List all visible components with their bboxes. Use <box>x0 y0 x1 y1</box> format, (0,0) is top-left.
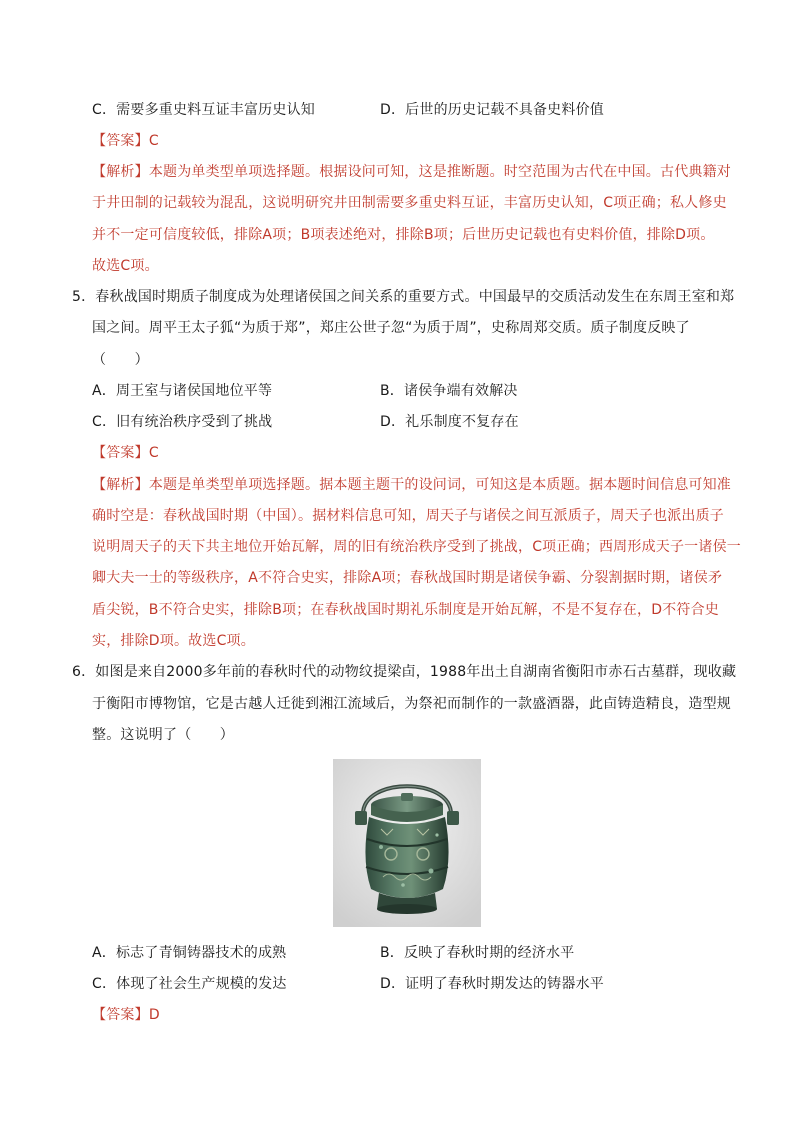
answer-label: 【答案】 <box>92 1007 149 1023</box>
q5-explanation-line: 确时空是：春秋战国时期（中国）。据材料信息可知，周天子与诸侯之间互派质子，周天子也派出质子 <box>92 508 724 524</box>
q5-answer <box>92 443 159 463</box>
q4-explanation-line: 故选C项。 <box>92 258 159 274</box>
q5-explanation-line: 卿大夫一士的等级秩序，A不符合史实，排除A项；春秋战国时期是诸侯争霸、分裂割据时期，诸侯矛 <box>92 570 723 586</box>
q5-explanation-line: 【解析】本题是单类型单项选择题。据本题主题干的设问词，可知这是本质题。据本题时间信息可知准 <box>92 477 732 493</box>
q5-explanation-line: 盾尖锐，B不符合史实，排除B项；在春秋战国时期礼乐制度是开始瓦解，不是不复存在，D不符合史 <box>92 602 719 618</box>
q4-option-d: D．后世的历史记载不具备史料价值 <box>380 102 604 118</box>
answer-value: C <box>148 133 159 149</box>
q6-stem-line: 6．如图是来自2000多年前的春秋时代的动物纹提梁卣，1988年出土自湖南省衡阳市赤石古墓群，现收藏 <box>72 664 737 680</box>
q5-stem-line: （ ） <box>92 352 149 368</box>
q5-option-b: B．诸侯争端有效解决 <box>380 383 518 399</box>
q6-option-d: D．证明了春秋时期发达的铸器水平 <box>380 976 604 992</box>
q6-option-b: B．反映了春秋时期的经济水平 <box>380 945 575 961</box>
q6-answer <box>92 1005 160 1025</box>
q4-explanation-line: 【解析】本题为单类型单项选择题。根据设问可知，这是推断题。时空范围为古代在中国。古代典籍对 <box>92 164 732 180</box>
bronze-you-vessel-image <box>333 759 481 927</box>
explanation-label: 【解析】 <box>92 477 149 493</box>
q6-stem-line: 于衡阳市博物馆，它是古越人迁徙到湘江流域后，为祭祀而制作的一款盛酒器，此卣铸造精良，造型规 <box>92 696 731 712</box>
q5-stem-line: 5．春秋战国时期质子制度成为处理诸侯国之间关系的重要方式。中国最早的交质活动发生在东周王室和郑 <box>72 289 735 305</box>
q5-option-a: A．周王室与诸侯国地位平等 <box>92 383 273 399</box>
bronze-vessel-illustration <box>333 759 481 927</box>
answer-value: D <box>148 1007 160 1023</box>
q5-option-c: C．旧有统治秩序受到了挑战 <box>92 414 273 430</box>
q5-stem-line: 国之间。周平王太子狐“为质于郑”，郑庄公世子忽“为质于周”，史称周郑交质。质子制度反映了 <box>92 320 690 336</box>
q6-stem-line: 整。这说明了（ ） <box>92 727 234 743</box>
explanation-label: 【解析】 <box>92 164 149 180</box>
q6-option-a: A．标志了青铜铸器技术的成熟 <box>92 945 287 961</box>
q4-answer <box>92 131 159 151</box>
q5-explanation-line: 实，排除D项。故选C项。 <box>92 633 255 649</box>
q5-option-d: D．礼乐制度不复存在 <box>380 414 519 430</box>
q4-option-c: C．需要多重史料互证丰富历史认知 <box>92 102 315 118</box>
q5-explanation-line: 说明周天子的天下共主地位开始瓦解，周的旧有统治秩序受到了挑战，C项正确；西周形成天子一诸侯一 <box>92 539 741 555</box>
q6-option-c: C．体现了社会生产规模的发达 <box>92 976 287 992</box>
q4-explanation-line: 于井田制的记载较为混乱，这说明研究井田制需要多重史料互证，丰富历史认知，C项正确；私人修史 <box>92 195 727 211</box>
answer-label: 【答案】 <box>92 133 149 149</box>
q4-explanation-line: 并不一定可信度较低，排除A项；B项表述绝对，排除B项；后世历史记载也有史料价值，排除D项。 <box>92 227 715 243</box>
answer-label: 【答案】 <box>92 445 149 461</box>
answer-value: C <box>148 445 159 461</box>
